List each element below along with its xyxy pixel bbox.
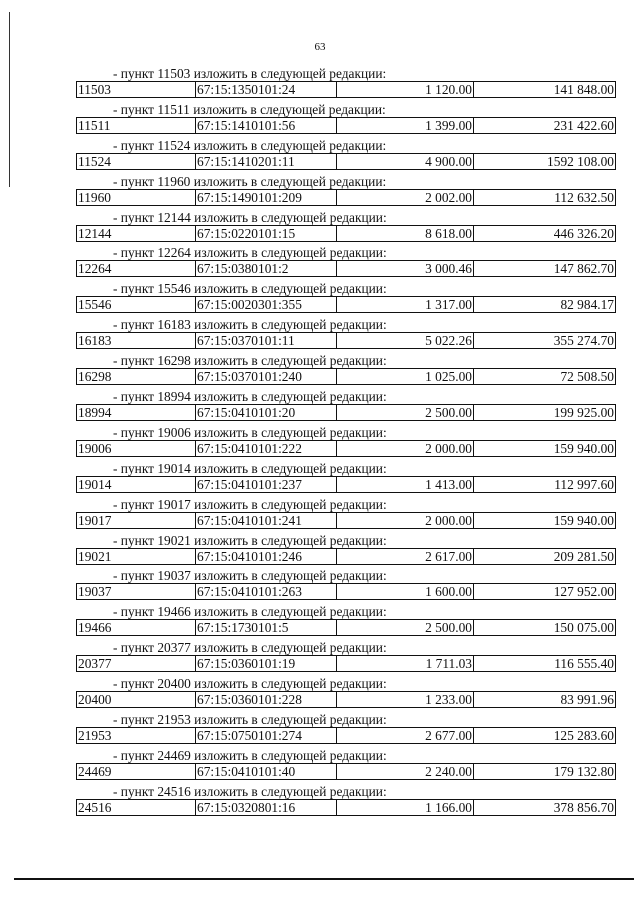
cadastral-number-cell: 67:15:0750101:274 xyxy=(196,728,337,743)
item-number-cell: 11511 xyxy=(77,118,196,133)
value-cell: 147 862.70 xyxy=(553,261,614,277)
table-row xyxy=(76,799,616,816)
amendment-entry xyxy=(76,497,616,533)
amendment-entry xyxy=(76,210,616,246)
table-row xyxy=(76,583,616,600)
area-cell: 1 166.00 xyxy=(337,800,474,815)
item-number-cell: 24469 xyxy=(77,764,196,779)
item-number-cell: 15546 xyxy=(77,297,196,312)
value-cell: 150 075.00 xyxy=(553,620,614,636)
amendment-entry xyxy=(76,174,616,210)
cadastral-number-cell: 67:15:0360101:19 xyxy=(196,656,337,671)
item-number-cell: 11524 xyxy=(77,154,196,169)
area-cell: 2 000.00 xyxy=(337,441,474,456)
amendment-entry xyxy=(76,784,616,820)
amendment-entry xyxy=(76,102,616,138)
amendment-entry xyxy=(76,604,616,640)
cadastral-number-cell: 67:15:1490101:209 xyxy=(196,190,337,205)
cadastral-number-cell: 67:15:0370101:240 xyxy=(196,369,337,384)
table-row xyxy=(76,260,616,277)
value-cell: 127 952.00 xyxy=(553,584,614,600)
area-cell: 8 618.00 xyxy=(337,226,474,241)
cadastral-number-cell: 67:15:1410101:56 xyxy=(196,118,337,133)
item-number-cell: 19014 xyxy=(77,477,196,492)
amendment-heading: - пункт 12264 изложить в следующей редакции: xyxy=(113,245,387,261)
item-number-cell: 20377 xyxy=(77,656,196,671)
cadastral-number-cell: 67:15:0410101:241 xyxy=(196,513,337,528)
amendment-heading: - пункт 24469 изложить в следующей редакции: xyxy=(113,747,387,763)
amendment-entry xyxy=(76,66,616,102)
value-cell: 355 274.70 xyxy=(553,333,614,349)
table-row xyxy=(76,691,616,708)
amendment-heading: - пункт 24516 изложить в следующей редакции: xyxy=(113,783,387,799)
margin-binding-line xyxy=(9,12,10,187)
value-cell: 83 991.96 xyxy=(560,692,614,708)
table-row xyxy=(76,153,616,170)
table-row xyxy=(76,548,616,565)
amendment-heading: - пункт 16183 изложить в следующей редакции: xyxy=(113,317,387,333)
area-cell: 1 413.00 xyxy=(337,477,474,492)
area-cell: 1 233.00 xyxy=(337,692,474,707)
cadastral-number-cell: 67:15:0410101:20 xyxy=(196,405,337,420)
table-row xyxy=(76,225,616,242)
amendment-heading: - пункт 19006 изложить в следующей редакции: xyxy=(113,424,387,440)
cadastral-number-cell: 67:15:0410101:222 xyxy=(196,441,337,456)
amendment-heading: - пункт 19021 изложить в следующей редакции: xyxy=(113,532,387,548)
item-number-cell: 16183 xyxy=(77,333,196,348)
value-cell: 1592 108.00 xyxy=(547,153,614,169)
cadastral-number-cell: 67:15:0380101:2 xyxy=(196,261,337,276)
area-cell: 1 399.00 xyxy=(337,118,474,133)
area-cell: 1 317.00 xyxy=(337,297,474,312)
table-row xyxy=(76,727,616,744)
amendment-entry xyxy=(76,676,616,712)
amendment-heading: - пункт 11503 изложить в следующей редакции: xyxy=(113,66,387,81)
item-number-cell: 21953 xyxy=(77,728,196,743)
value-cell: 209 281.50 xyxy=(553,548,614,564)
amendment-entry xyxy=(76,425,616,461)
amendment-heading: - пункт 19014 изложить в следующей редакции: xyxy=(113,460,387,476)
area-cell: 2 500.00 xyxy=(337,405,474,420)
table-row xyxy=(76,476,616,493)
item-number-cell: 19466 xyxy=(77,620,196,635)
table-row xyxy=(76,512,616,529)
cadastral-number-cell: 67:15:0370101:11 xyxy=(196,333,337,348)
area-cell: 2 677.00 xyxy=(337,728,474,743)
cadastral-number-cell: 67:15:1410201:11 xyxy=(196,154,337,169)
amendment-heading: - пункт 12144 изложить в следующей редакции: xyxy=(113,209,387,225)
amendment-entry xyxy=(76,281,616,317)
value-cell: 116 555.40 xyxy=(554,656,614,672)
value-cell: 112 632.50 xyxy=(554,189,614,205)
cadastral-number-cell: 67:15:0410101:263 xyxy=(196,584,337,599)
item-number-cell: 11960 xyxy=(77,190,196,205)
amendment-heading: - пункт 11960 изложить в следующей редакции: xyxy=(113,173,387,189)
item-number-cell: 24516 xyxy=(77,800,196,815)
cadastral-number-cell: 67:15:0020301:355 xyxy=(196,297,337,312)
table-row xyxy=(76,440,616,457)
table-row xyxy=(76,81,616,98)
amendment-heading: - пункт 19017 изложить в следующей редакции: xyxy=(113,496,387,512)
item-number-cell: 20400 xyxy=(77,692,196,707)
item-number-cell: 16298 xyxy=(77,369,196,384)
amendment-heading: - пункт 19466 изложить в следующей редакции: xyxy=(113,604,387,620)
table-row xyxy=(76,404,616,421)
amendment-heading: - пункт 19037 изложить в следующей редакции: xyxy=(113,568,387,584)
amendment-heading: - пункт 16298 изложить в следующей редакции: xyxy=(113,353,387,369)
area-cell: 3 000.46 xyxy=(337,261,474,276)
amendment-entry xyxy=(76,245,616,281)
table-row xyxy=(76,117,616,134)
table-row xyxy=(76,763,616,780)
amendment-heading: - пункт 20377 изложить в следующей редакции: xyxy=(113,640,387,656)
value-cell: 159 940.00 xyxy=(553,512,614,528)
table-row xyxy=(76,332,616,349)
table-row xyxy=(76,619,616,636)
item-number-cell: 12264 xyxy=(77,261,196,276)
amendment-heading: - пункт 21953 изложить в следующей редакции: xyxy=(113,712,387,728)
amendment-entry xyxy=(76,748,616,784)
amendment-entry xyxy=(76,640,616,676)
amendment-heading: - пункт 15546 изложить в следующей редакции: xyxy=(113,281,387,297)
area-cell: 2 500.00 xyxy=(337,620,474,635)
item-number-cell: 19006 xyxy=(77,441,196,456)
footer-rule xyxy=(14,878,634,880)
amendment-entry xyxy=(76,533,616,569)
amendment-heading: - пункт 11511 изложить в следующей редакции: xyxy=(113,101,386,117)
amendments-list xyxy=(76,66,616,820)
area-cell: 5 022.26 xyxy=(337,333,474,348)
amendment-entry xyxy=(76,568,616,604)
cadastral-number-cell: 67:15:0360101:228 xyxy=(196,692,337,707)
cadastral-number-cell: 67:15:1350101:24 xyxy=(196,82,337,97)
amendment-entry xyxy=(76,353,616,389)
amendment-entry xyxy=(76,138,616,174)
area-cell: 2 000.00 xyxy=(337,513,474,528)
cadastral-number-cell: 67:15:0410101:246 xyxy=(196,549,337,564)
table-row xyxy=(76,368,616,385)
item-number-cell: 18994 xyxy=(77,405,196,420)
value-cell: 159 940.00 xyxy=(553,440,614,456)
value-cell: 378 856.70 xyxy=(553,799,614,815)
amendment-heading: - пункт 11524 изложить в следующей редакции: xyxy=(113,137,387,153)
amendment-heading: - пункт 18994 изложить в следующей редакции: xyxy=(113,389,387,405)
value-cell: 231 422.60 xyxy=(553,117,614,133)
table-row xyxy=(76,655,616,672)
value-cell: 199 925.00 xyxy=(553,405,614,421)
amendment-entry xyxy=(76,317,616,353)
area-cell: 1 025.00 xyxy=(337,369,474,384)
area-cell: 1 600.00 xyxy=(337,584,474,599)
amendment-entry xyxy=(76,461,616,497)
table-row xyxy=(76,296,616,313)
item-number-cell: 12144 xyxy=(77,226,196,241)
item-number-cell: 19017 xyxy=(77,513,196,528)
value-cell: 72 508.50 xyxy=(560,369,614,385)
item-number-cell: 19037 xyxy=(77,584,196,599)
cadastral-number-cell: 67:15:1730101:5 xyxy=(196,620,337,635)
table-row xyxy=(76,189,616,206)
page-number: 63 xyxy=(314,41,326,53)
value-cell: 446 326.20 xyxy=(553,225,614,241)
value-cell: 112 997.60 xyxy=(554,476,614,492)
cadastral-number-cell: 67:15:0320801:16 xyxy=(196,800,337,815)
cadastral-number-cell: 67:15:0410101:237 xyxy=(196,477,337,492)
area-cell: 2 002.00 xyxy=(337,190,474,205)
value-cell: 125 283.60 xyxy=(553,728,614,744)
area-cell: 1 120.00 xyxy=(337,82,474,97)
value-cell: 82 984.17 xyxy=(560,297,614,313)
cadastral-number-cell: 67:15:0220101:15 xyxy=(196,226,337,241)
value-cell: 179 132.80 xyxy=(553,763,614,779)
value-cell: 141 848.00 xyxy=(553,82,614,97)
cadastral-number-cell: 67:15:0410101:40 xyxy=(196,764,337,779)
amendment-entry xyxy=(76,389,616,425)
item-number-cell: 19021 xyxy=(77,549,196,564)
amendment-heading: - пункт 20400 изложить в следующей редакции: xyxy=(113,676,387,692)
area-cell: 2 617.00 xyxy=(337,549,474,564)
area-cell: 2 240.00 xyxy=(337,764,474,779)
item-number-cell: 11503 xyxy=(77,82,196,97)
area-cell: 4 900.00 xyxy=(337,154,474,169)
amendment-entry xyxy=(76,712,616,748)
area-cell: 1 711.03 xyxy=(337,656,474,671)
